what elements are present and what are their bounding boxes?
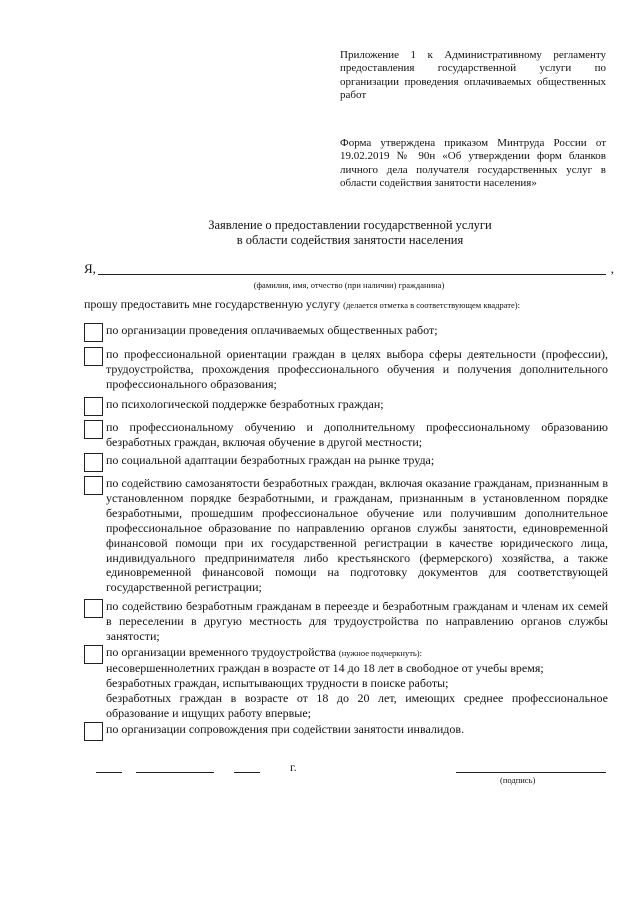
option-subitem[interactable]: безработных граждан, испытывающих трудности в поиске работы; [106,675,449,690]
date-month-field[interactable] [136,772,214,773]
option-label: по содействию безработным гражданам в переезде и безработным гражданам и членам их семей в переселении в другую местность для трудоустройства по направлению органов службы занятости; [106,599,608,643]
year-suffix: г. [290,760,297,774]
option-label: по организации сопровождения при содействии занятости инвалидов. [106,722,465,736]
option-underline-note: (нужное подчеркнуть): [338,648,422,658]
option-psychological-support [84,397,608,412]
option-checkbox[interactable] [84,347,103,366]
option-checkbox[interactable] [84,645,103,664]
option-relocation [84,599,608,644]
signature-field[interactable] [456,772,606,773]
option-temporary-employment [84,645,608,721]
option-label [106,645,608,721]
option-vocational-training [84,420,608,450]
title-line-1: Заявление о предоставлении государственной услуги [208,218,492,232]
option-social-adaptation [84,453,608,468]
request-text: прошу предоставить мне государственную услугу [84,297,341,311]
option-label: по социальной адаптации безработных граждан на рынке труда; [106,453,435,467]
option-checkbox[interactable] [84,420,103,439]
document-title [150,218,550,248]
applicant-name-field[interactable] [98,274,606,275]
request-statement [84,297,624,312]
option-label: по организации проведения оплачиваемых общественных работ; [106,323,438,337]
option-label: по содействию самозанятости безработных граждан, включая оказание гражданам, признанным в установленном порядке безработными, и гражданам, признанным в установленном порядке безработными, прошедшим профессиональное обучение или получившим дополнительное профессиональное образование по направлению органов службы занятости, единовременной финансовой помощи при их государственной регистрации в качестве юридического лица, индивидуального предпринимателя либо крестьянского (фермерского) хозяйства, а также единовременной финансовой помощи на подготовку документов для соответствующей государственной регистрации; [106,476,608,595]
request-note: (делается отметка в соответствующем квадрате): [343,300,520,310]
signature-hint: (подпись) [500,775,536,785]
option-subitem[interactable]: несовершеннолетних граждан в возрасте от 14 до 18 лет в свободное от учебы время; [106,660,544,675]
option-checkbox[interactable] [84,722,103,741]
form-approval-note: Форма утверждена приказом Минтруда России от 19.02.2019 № 90н «Об утверждении форм бланков личного дела получателя государственных услуг в области содействия занятости населения» [340,137,606,190]
applicant-name-hint: (фамилия, имя, отчество (при наличии) гражданина) [253,280,445,290]
applicant-comma: , [610,261,614,276]
option-checkbox[interactable] [84,599,103,618]
option-self-employment [84,476,608,595]
applicant-name-row [84,261,614,279]
appendix-reference: Приложение 1 к Административному регламенту предоставления государственной услуги по организации проведения оплачиваемых общественных работ [340,49,606,102]
option-disability-support [84,722,608,737]
option-label-main: по организации временного трудоустройства [106,645,336,659]
option-label: по профессиональному обучению и дополнительному профессиональному образованию безработных граждан, включая обучение в другой местности; [106,420,608,449]
title-line-2: в области содействия занятости населения [236,233,464,247]
option-checkbox[interactable] [84,323,103,342]
option-checkbox[interactable] [84,476,103,495]
option-checkbox[interactable] [84,397,103,416]
option-label: по психологической поддержке безработных граждан; [106,397,384,411]
date-year-field[interactable] [234,772,260,773]
option-public-works [84,323,608,338]
applicant-prefix: Я, [84,261,96,276]
option-career-guidance [84,347,608,392]
option-subitem[interactable]: безработных граждан в возрасте от 18 до 20 лет, имеющих среднее профессиональное образование и ищущих работу впервые; [106,690,608,720]
option-checkbox[interactable] [84,453,103,472]
option-label: по профессиональной ориентации граждан в целях выбора сферы деятельности (профессии), трудоустройства, прохождения профессионального обучения и получения дополнительного профессионального образования; [106,347,608,391]
date-day-field[interactable] [96,772,122,773]
